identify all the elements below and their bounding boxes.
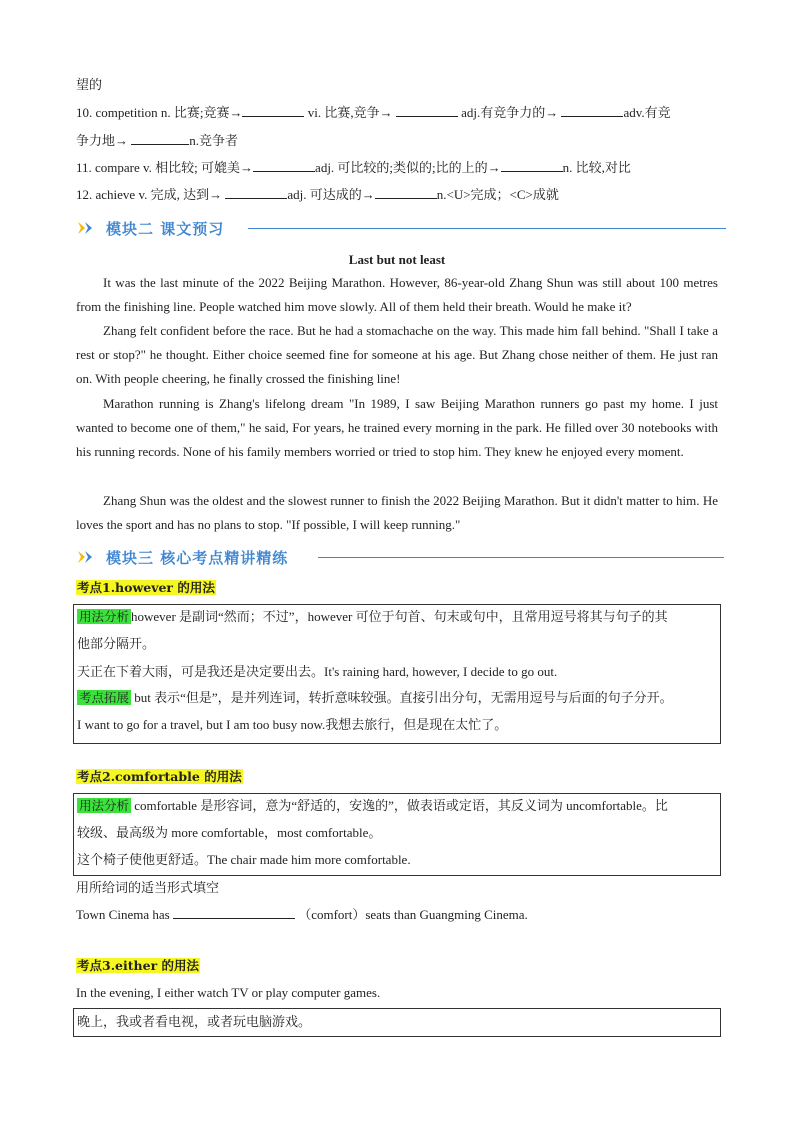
section-header-3 <box>76 545 666 569</box>
article-paragraph-3: Marathon running is Zhang's lifelong dream "In 1989, I saw Beijing Marathon runners go past my home. I just wanted to become one of them," he said, For years, he trained every morning in the park. He filled over 30 notebooks with his running records. None of his family members worried or tried to stop him. They knew he enjoyed every moment. <box>76 396 718 460</box>
vocab-line-0: 望的 <box>76 77 103 92</box>
answer-blank[interactable] <box>225 186 287 199</box>
vocab-item-12: 12. achieve v. 完成, 达到→ adj. 可达成的→ n.<U>完成；<C>成就 <box>76 187 559 202</box>
vocab-item-10: 10. competition n. 比赛;竞赛→ vi. 比赛,竞争→ adj.有竞争力的→ adv.有竞 <box>76 105 671 120</box>
double-chevron-icon <box>76 220 100 236</box>
double-chevron-icon <box>76 549 100 565</box>
point-1-line-3: 天正在下着大雨，可是我还是决定要出去。It's raining hard, however, I decide to go out. <box>77 664 558 679</box>
answer-blank[interactable] <box>131 132 189 145</box>
usage-analysis-tag: 用法分析 <box>79 798 130 813</box>
point-2-line-3: 这个椅子使他更舒适。The chair made him more comfortable. <box>77 852 411 867</box>
point-1-line-2: 他部分隔开。 <box>77 636 156 651</box>
point-3-translation: 晚上，我或者看电视，或者玩电脑游戏。 <box>77 1014 312 1029</box>
section-rule <box>318 557 724 558</box>
point-2-heading: 考点2.comfortable 的用法 <box>77 769 242 784</box>
answer-blank[interactable] <box>501 159 563 172</box>
point-2-box <box>73 793 721 876</box>
section-title: 模块三 核心考点精讲精练 <box>106 548 289 567</box>
point-3-answer-box[interactable] <box>73 1008 721 1037</box>
vocab-item-10-cont: 争力地→ n.竞争者 <box>76 133 239 148</box>
point-1-line-5: I want to go for a travel, but I am too busy now.我想去旅行，但是现在太忙了。 <box>77 717 508 732</box>
point-1-line-1: 用法分析 however 是副词“然而；不过”，however 可位于句首、句末或句中，且常用逗号将其与句子的其 <box>79 609 668 624</box>
section-rule <box>248 228 726 229</box>
usage-analysis-tag: 用法分析 <box>79 609 130 624</box>
article-title: Last but not least <box>348 252 446 267</box>
point-3-example: In the evening, I either watch TV or play computer games. <box>76 985 381 1000</box>
article-paragraph-2: Zhang felt confident before the race. But he had a stomachache on the way. This made him fall behind. "Shall I take a rest or stop?" he thought. Either choice seemed fine for someone at his age. But Zhang chose neither of them. He just ran on. With people cheering, he finally crossed the finishing line! <box>76 323 718 387</box>
article-paragraph-1: It was the last minute of the 2022 Beijing Marathon. However, 86-year-old Zhang Shun was still about 100 metres from the finishing line. People watched him move slowly. All of them held their breath. Would he make it? <box>76 275 718 315</box>
exercise-question: Town Cinema has （comfort）seats than Guangming Cinema. <box>76 907 528 922</box>
vocab-item-11: 11. compare v. 相比较; 可媲美→ adj. 可比较的;类似的;比的上的→ n. 比较,对比 <box>76 160 631 175</box>
point-2-line-1: 用法分析 comfortable 是形容词，意为“舒适的，安逸的”，做表语或定语，其反义词为 uncomfortable。比 <box>79 798 668 813</box>
answer-blank[interactable] <box>561 104 623 117</box>
section-header-2 <box>76 216 666 240</box>
point-1-heading: 考点1.however 的用法 <box>77 580 215 595</box>
answer-blank[interactable] <box>242 104 304 117</box>
article-paragraph-4: Zhang Shun was the oldest and the slowest runner to finish the 2022 Beijing Marathon. But it didn't matter to him. He loves the sport and has no plans to stop. "If possible, I will keep running." <box>76 493 718 533</box>
section-title: 模块二 课文预习 <box>106 219 225 238</box>
answer-blank[interactable] <box>375 186 437 199</box>
extension-tag: 考点拓展 <box>79 690 130 705</box>
answer-blank[interactable] <box>253 159 315 172</box>
point-1-line-4: 考点拓展 but 表示“但是”，是并列连词，转折意味较强。直接引出分句，无需用逗号与后面的句子分开。 <box>79 690 673 705</box>
point-3-heading: 考点3.either 的用法 <box>77 958 200 973</box>
answer-blank[interactable] <box>173 906 295 919</box>
exercise-instruction: 用所给词的适当形式填空 <box>76 880 220 895</box>
answer-blank[interactable] <box>396 104 458 117</box>
point-1-box <box>73 604 721 744</box>
point-2-line-2: 较级、最高级为 more comfortable，most comfortable。 <box>77 825 382 840</box>
